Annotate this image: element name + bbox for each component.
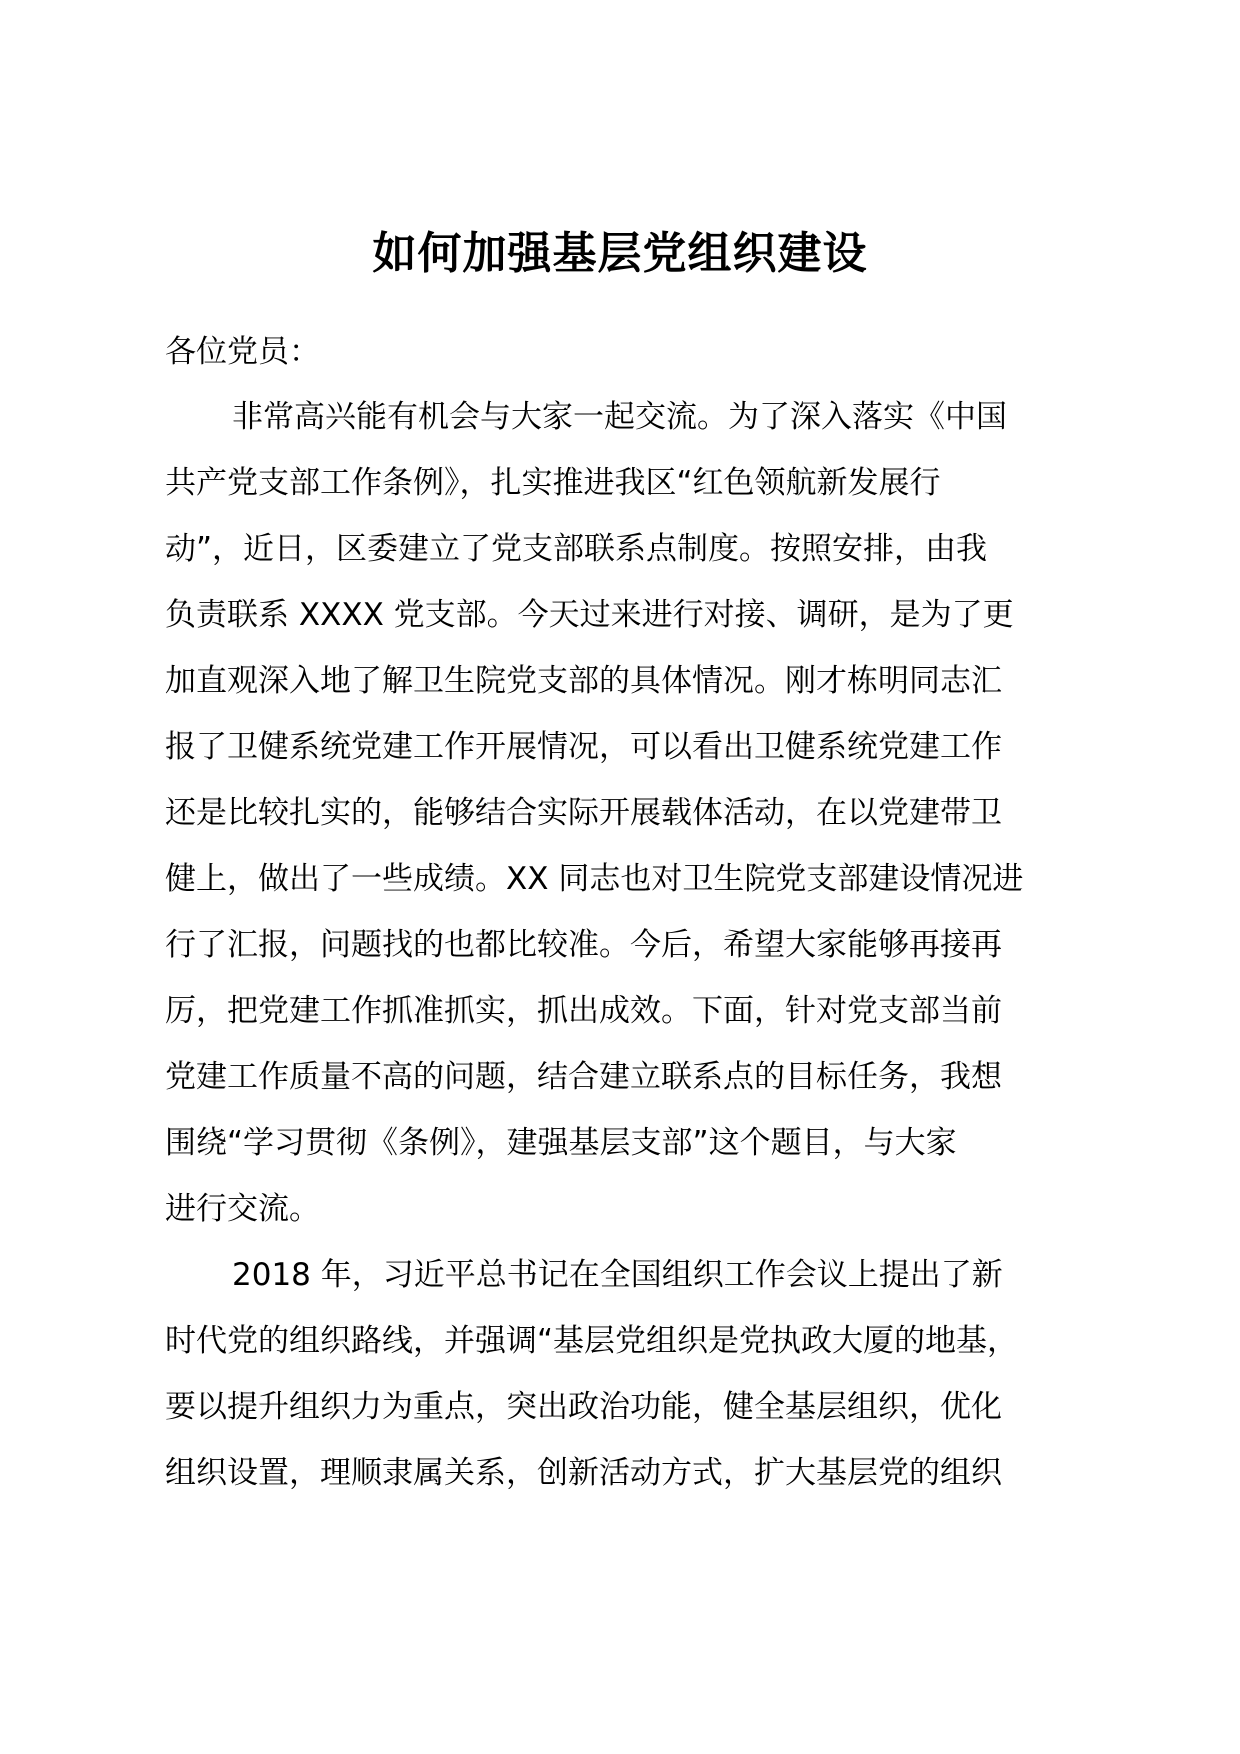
paragraph-line: 党建工作质量不高的问题，结合建立联系点的目标任务，我想: [165, 1059, 1002, 1095]
paragraph-line: 非常高兴能有机会与大家一起交流。为了深入落实《中国: [232, 399, 1007, 435]
paragraph-line: 健上，做出了一些成绩。XX 同志也对卫生院党支部建设情况进: [165, 861, 1024, 897]
paragraph-line: 进行交流。: [165, 1191, 320, 1227]
paragraph-line: 共产党支部工作条例》，扎实推进我区“红色领航新发展行: [165, 465, 941, 501]
paragraph-line: 厉，把党建工作抓准抓实，抓出成效。下面，针对党支部当前: [165, 993, 1002, 1029]
paragraph-line: 动”，近日，区委建立了党支部联系点制度。按照安排，由我: [165, 531, 988, 567]
paragraph-line: 行了汇报，问题找的也都比较准。今后，希望大家能够再接再: [165, 927, 1002, 963]
document-title: 如何加强基层党组织建设: [372, 228, 868, 279]
paragraph-line: 2018 年，习近平总书记在全国组织工作会议上提出了新: [232, 1257, 1003, 1293]
paragraph-line: 围绕“学习贯彻《条例》，建强基层支部”这个题目，与大家: [165, 1125, 957, 1161]
paragraph-line: 报了卫健系统党建工作开展情况，可以看出卫健系统党建工作: [165, 729, 1002, 765]
paragraph-line: 组织设置，理顺隶属关系，创新活动方式，扩大基层党的组织: [165, 1455, 1002, 1491]
paragraph-line: 还是比较扎实的，能够结合实际开展载体活动，在以党建带卫: [165, 795, 1002, 831]
paragraph-line: 加直观深入地了解卫生院党支部的具体情况。刚才栋明同志汇: [165, 663, 1002, 699]
paragraph-line: 时代党的组织路线，并强调“基层党组织是党执政大厦的地基，: [165, 1323, 1019, 1359]
paragraph-line: 负责联系 XXXX 党支部。今天过来进行对接、调研，是为了更: [165, 597, 1014, 633]
paragraph-line: 要以提升组织力为重点，突出政治功能，健全基层组织，优化: [165, 1389, 1002, 1425]
salutation: 各位党员：: [165, 334, 320, 370]
